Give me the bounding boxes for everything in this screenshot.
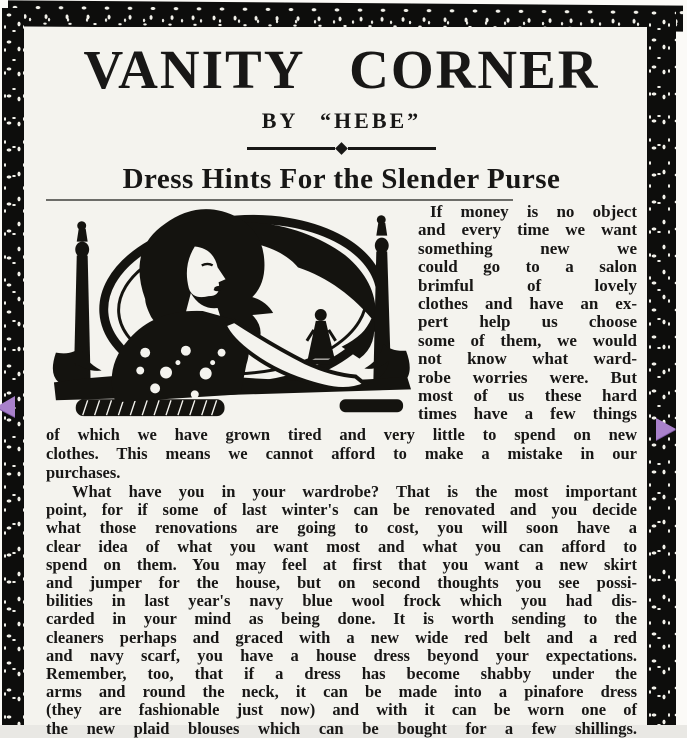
text-line: arms and round the neck, it can be made into a pinafore dress: [46, 682, 637, 702]
text-line: If money is no object: [430, 202, 637, 221]
text-line: not know what ward-: [418, 349, 637, 369]
article-paper: [24, 27, 647, 738]
text-line: (they are fashionable just now) and with it can be worn one of: [46, 700, 637, 720]
text-line: clear idea of what you want most and what you can afford to: [46, 536, 637, 556]
ornamental-border-left: [2, 8, 24, 725]
byline: BY “HEBE”: [261, 108, 422, 133]
text-line: brimful of lovely: [418, 275, 637, 295]
text-line: times have a few things: [418, 404, 637, 424]
text-line: What have you in your wardrobe? That is the most important: [72, 482, 637, 501]
diamond-ornament-icon: [335, 142, 348, 155]
left-arrow-icon[interactable]: [0, 396, 15, 417]
text-line: pert help us choose: [418, 312, 637, 332]
intro-column-text: [418, 203, 637, 423]
text-line: bilities in last year's navy blue wool frock which you had dis-: [46, 591, 637, 611]
column-title: VANITY CORNER: [83, 39, 600, 100]
lede-row: [46, 203, 637, 423]
text-line: and navy scarf, you have a house dress beyond your expectations.: [46, 645, 637, 665]
divider-rule-right: [348, 147, 436, 150]
left-post: [53, 221, 104, 389]
text-line: the new plaid blouses which can be bought for a few shillings.: [46, 718, 637, 738]
article-headline: Dress Hints For the Slender Purse: [122, 163, 561, 195]
text-line: point, for if some of last winter's can be renovated and you decide: [46, 500, 637, 520]
text-line: some of them, we would: [418, 330, 637, 350]
text-line: purchases.: [46, 463, 121, 482]
scan-artifact-rule: [46, 199, 513, 201]
text-line: clothes and have an ex-: [418, 294, 637, 314]
paragraph-2: [46, 483, 637, 738]
text-line: what those renovations are going to cost, you will soon have a: [46, 518, 637, 538]
text-line: Remember, too, that if a dress has become shabby under the: [46, 664, 637, 684]
text-line: spend on them. You may feel at first that you want a new skirt: [46, 554, 637, 574]
text-line: most of us these hard: [418, 386, 637, 406]
ornamental-border-right: [647, 6, 676, 725]
figurine: [305, 309, 337, 365]
text-line: could go to a salon: [418, 257, 637, 277]
paragraph-1-continuation: [46, 425, 637, 482]
divider-ornament: [46, 142, 637, 155]
text-line: and jumper for the house, but on second thoughts you see possi-: [46, 573, 637, 593]
text-line: clothes. This means we cannot afford to make a mistake in our: [46, 444, 637, 463]
text-line: something new we: [418, 238, 637, 258]
vanity-mirror-illustration: [46, 203, 414, 423]
right-arrow-icon[interactable]: [656, 418, 676, 440]
text-line: and every time we want: [418, 220, 637, 240]
text-line: carded in your mind as being done. It is worth sending to the: [46, 609, 637, 629]
text-line: robe worries were. But: [418, 367, 637, 387]
text-line: cleaners perhaps and graced with a new wide red belt and a red: [46, 627, 637, 647]
text-line: of which we have grown tired and very little to spend on new: [46, 425, 637, 444]
divider-rule-left: [247, 147, 335, 150]
